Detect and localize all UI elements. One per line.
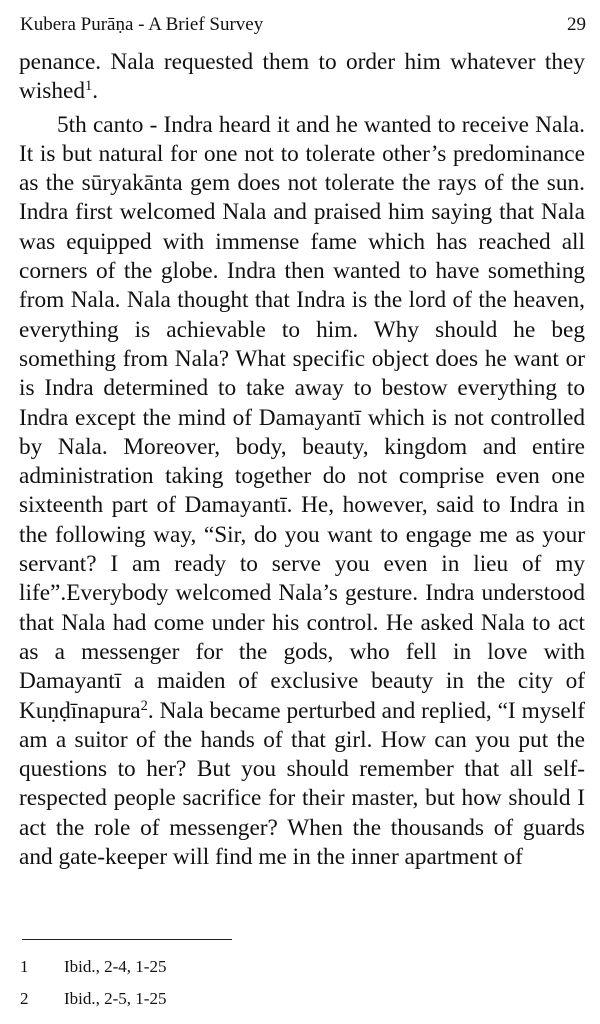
footnote-ref-2: 2 xyxy=(140,697,148,714)
footnote-number: 1 xyxy=(20,957,29,976)
paragraph-1-text: penance. Nala requested them to order him whatever they wished xyxy=(19,49,585,105)
footnote-item xyxy=(20,955,420,987)
running-head xyxy=(20,12,586,38)
footnote-item xyxy=(20,987,420,1019)
paragraph-continuation xyxy=(19,48,585,107)
footnote-number: 2 xyxy=(20,989,29,1008)
footnote-rule xyxy=(22,939,232,940)
footnote-text: Ibid., 2-5, 1-25 xyxy=(64,989,167,1008)
footnote-text: Ibid., 2-4, 1-25 xyxy=(64,957,167,976)
paragraph-2-text-a: 5th canto - Indra heard it and he wanted to receive Nala. It is but natural for one not to tolerate other’s predominance as the sūryakānta gem does not tolerate the rays of the sun. Indra first welcomed Nala and praised him saying that Nala was equipped with immense fame which has reached all corners of the globe. Indra then wanted to have something from Nala. Nala thought that Indra is the lord of the heaven, everything is achievable to him. Why should he beg something from Nala? What specific object does he want or is Indra determined to take away to bestow everything to Indra except the mind of Damayantī which is not controlled by Nala. Moreover, body, beauty, kingdom and entire administration taking together do not comprise even one sixteenth part of Damayantī. He, however, said to Indra in the following way, “Sir, do you want to engage me as your servant? I am ready to serve you even in lieu of my life”.Everybody welcomed Nala’s gesture. Indra understood that Nala had come under his control. He asked Nala to act as a messenger for the gods, who fell in love with Damayantī a maiden of exclusive beauty in the city of Kuṇḍīnapura xyxy=(19,111,585,724)
body-text xyxy=(19,48,585,872)
page-number: 29 xyxy=(567,14,586,35)
paragraph-1-end: . xyxy=(92,78,99,105)
footnotes xyxy=(20,955,420,1019)
running-title: Kubera Purāṇa - A Brief Survey xyxy=(20,14,264,35)
paragraph-2-text-b: . Nala became perturbed and replied, “I myself am a suitor of the hands of that girl. How can you put the questions to her? But you should remember that all self-respected people sacrifice for their master, but how should I act the role of messenger? When the thousands of guards and gate-keeper will find me in the inner apartment of xyxy=(19,697,585,871)
paragraph-5th-canto xyxy=(19,111,585,873)
footnote-ref-1: 1 xyxy=(85,78,93,95)
